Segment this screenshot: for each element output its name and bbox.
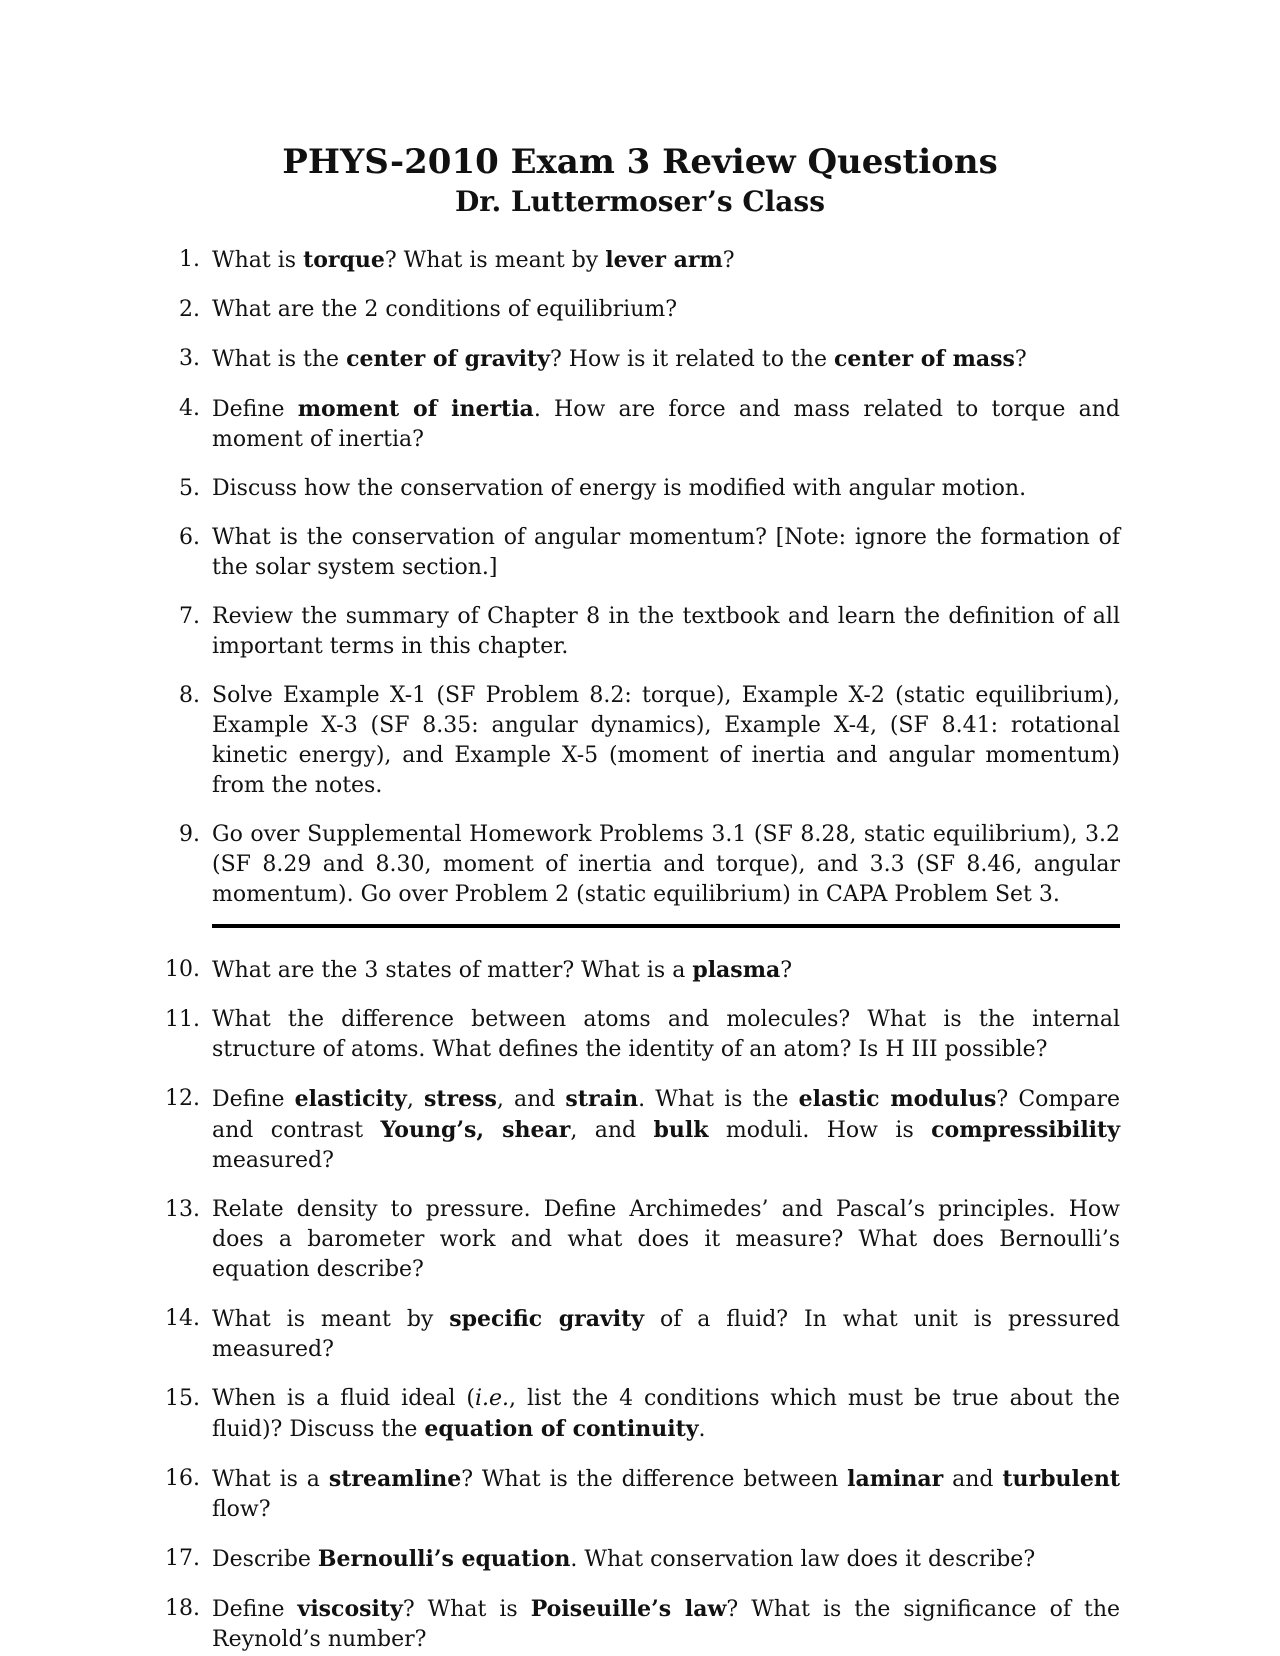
question-text: What is meant by specific gravity of a fluid? In what unit is pressured measured?	[212, 1306, 1120, 1362]
question-text: Describe Bernoulli’s equation. What conservation law does it describe?	[212, 1546, 1036, 1572]
question-item	[160, 681, 1120, 801]
question-list-part-2	[160, 955, 1120, 1655]
question-number: 2.	[179, 297, 200, 322]
question-text: Define elasticity, stress, and strain. What is the elastic modulus? Compare and contrast Young’s, shear, and bulk moduli. How is compressibility measured?	[212, 1086, 1120, 1173]
question-text: Discuss how the conservation of energy is modified with angular motion.	[212, 476, 1027, 501]
question-item	[160, 1304, 1120, 1365]
question-number: 12.	[165, 1086, 200, 1111]
question-number: 4.	[179, 396, 200, 421]
question-text: When is a fluid ideal (i.e., list the 4 conditions which must be true about the fluid)? Discuss the equation of continuity.	[212, 1386, 1120, 1442]
question-item	[160, 344, 1120, 375]
question-number: 9.	[179, 822, 200, 847]
question-item	[160, 1195, 1120, 1285]
question-text: What is a streamline? What is the difference between laminar and turbulent flow?	[212, 1466, 1120, 1522]
question-text: Go over Supplemental Homework Problems 3.1 (SF 8.28, static equilibrium), 3.2 (SF 8.29 and 8.30, moment of inertia and torque), and 3.3 (SF 8.46, angular momentum). Go over Problem 2 (static equilibrium) in CAPA Problem Set 3.	[212, 822, 1120, 907]
question-item	[160, 474, 1120, 504]
question-number: 14.	[165, 1306, 200, 1331]
question-text: Review the summary of Chapter 8 in the textbook and learn the definition of all important terms in this chapter.	[212, 604, 1120, 659]
question-number: 11.	[165, 1007, 200, 1032]
question-number: 15.	[165, 1386, 200, 1411]
question-text: Relate density to pressure. Define Archimedes’ and Pascal’s principles. How does a barometer work and what does it measure? What does Bernoulli’s equation describe?	[212, 1197, 1120, 1282]
question-number: 3.	[179, 346, 200, 371]
question-number: 5.	[179, 476, 200, 501]
question-item	[160, 820, 1120, 910]
question-list-part-1	[160, 245, 1120, 910]
page-title: PHYS-2010 Exam 3 Review Questions	[282, 142, 998, 182]
section-divider	[212, 924, 1120, 928]
question-number: 10.	[165, 957, 200, 982]
question-number: 13.	[165, 1197, 200, 1222]
question-text: What are the 2 conditions of equilibrium?	[212, 297, 678, 322]
question-text: What is torque? What is meant by lever arm?	[212, 247, 735, 273]
question-text: What is the center of gravity? How is it related to the center of mass?	[212, 346, 1027, 372]
question-item	[160, 1594, 1120, 1655]
question-item	[160, 1384, 1120, 1445]
question-number: 16.	[165, 1466, 200, 1491]
question-item	[160, 1005, 1120, 1065]
question-number: 17.	[165, 1546, 200, 1571]
question-text: Define moment of inertia. How are force and mass related to torque and moment of inertia?	[212, 396, 1120, 452]
question-item	[160, 1544, 1120, 1575]
question-item	[160, 955, 1120, 986]
question-item	[160, 295, 1120, 325]
question-number: 8.	[179, 683, 200, 708]
question-item	[160, 523, 1120, 583]
question-item	[160, 1084, 1120, 1176]
page-subtitle: Dr. Luttermoser’s Class	[455, 185, 825, 218]
question-number: 18.	[165, 1596, 200, 1621]
question-text: What the difference between atoms and molecules? What is the internal structure of atoms. What defines the identity of an atom? Is H III possible?	[212, 1007, 1120, 1062]
question-item	[160, 602, 1120, 662]
question-text: What are the 3 states of matter? What is a plasma?	[212, 957, 793, 983]
question-item	[160, 394, 1120, 455]
question-item	[160, 1464, 1120, 1525]
question-number: 7.	[179, 604, 200, 629]
question-item	[160, 245, 1120, 276]
question-number: 6.	[179, 525, 200, 550]
question-text: What is the conservation of angular momentum? [Note: ignore the formation of the solar system section.]	[212, 525, 1120, 580]
question-text: Solve Example X-1 (SF Problem 8.2: torque), Example X-2 (static equilibrium), Example X-3 (SF 8.35: angular dynamics), Example X-4, (SF 8.41: rotational kinetic energy), and Example X-5 (moment of inertia and angular momentum) from the notes.	[212, 683, 1120, 798]
question-text: Define viscosity? What is Poiseuille’s law? What is the significance of the Reynold’s number?	[212, 1596, 1121, 1652]
question-number: 1.	[179, 247, 200, 272]
